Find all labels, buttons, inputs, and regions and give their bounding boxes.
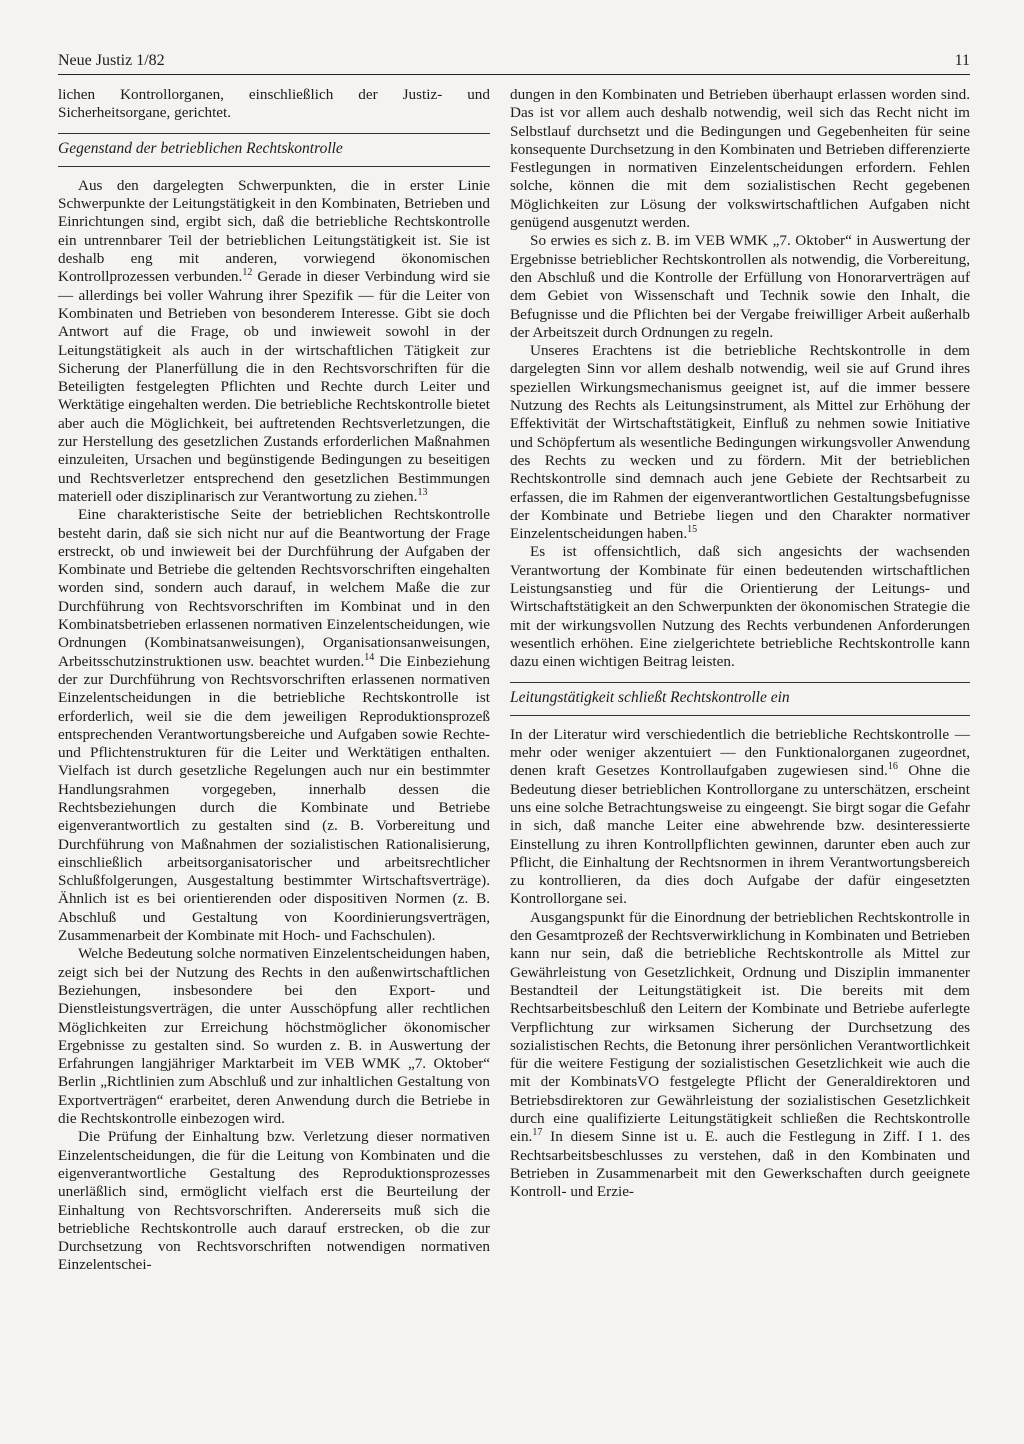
section-rule-top [510,682,970,683]
left-column [58,86,490,1275]
paragraph [510,909,970,1202]
intro-paragraph: lichen Kontrollorganen, einschließlich der Justiz- und Sicherheitsorgane, gerichtet. [58,86,490,122]
paragraph: Es ist offensichtlich, daß sich angesichts der wachsenden Verantwortung der Kombinate für einen bedeutenden wirtschaftlichen Leistungsanstieg und für die Orientierung der Leitungs- und Wirtschaftstätigkeit an den Schwerpunkten der ökonomischen Strategie die mit der wirkungsvollen Nutzung des Rechts verbundenen Anforderungen wesentlich erhöhen. Eine zielgerichtete betriebliche Rechtskontrolle kann dazu einen wichtigen Beitrag leisten. [510,543,970,671]
section-rule-bottom [58,166,490,167]
footnote-ref: 13 [417,486,428,498]
text-span: Gerade in dieser Verbindung wird sie — allerdings bei voller Wahrung ihrer Spezifik — für die Leiter von Kombinaten und Betrieben von besonderem Interesse. Gibt sie doch Antwort auf die Frage, ob und inwieweit sowohl in der Leitungstätigkeit als auch in der wirtschaftlichen Tätigkeit zur Sicherung der Planerfüllung die in den Rechtsvorschriften für die Beteiligten festgelegten Pflichten und Rechte durch Leiter und Werktätige eingehalten werden. Die betriebliche Rechtskontrolle bietet aber auch die Möglichkeit, bei auftretenden Rechtsverletzungen, die zur Herstellung des gesetzlichen Zustands erforderlichen Maßnahmen einzuleiten, Ursachen und begünstigende Bedingungen zu beseitigen und Rechtsverletzer entsprechend den gesetzlichen Bestimmungen materiell oder disziplinarisch zur Verantwortung zu ziehen. [58,268,491,505]
text-span: In der Literatur wird verschiedentlich die betriebliche Rechtskontrolle — mehr oder weniger akzentuiert — den Funktionalorganen zugeordnet, denen kraft Gesetzes Kontrollaufgaben zugewiesen sind. [510,725,970,780]
paragraph: Welche Bedeutung solche normativen Einzelentscheidungen haben, zeigt sich bei der Nutzung des Rechts in den außenwirtschaftlichen Beziehungen, insbesondere bei den Export- und Dienstleistungsverträgen, die unter Ausschöpfung aller rechtlichen Möglichkeiten zur Erreichung höchstmöglicher ökonomischer Ergebnisse zu gestalten sind. So wurden z. B. in Auswertung der Erfahrungen langjähriger Marktarbeit im VEB WMK „7. Oktober“ Berlin „Richtlinien zum Abschluß und zur inhaltlichen Gestaltung von Exportverträgen“ erarbeitet, deren Anwendung durch die Betriebe in die Rechtskontrolle einbezogen wird. [58,945,490,1128]
right-column [510,86,970,1202]
text-span: Ausgangspunkt für die Einordnung der betrieblichen Rechtskontrolle in den Gesamtprozeß der Rechtsverwirklichung in Kombinaten und Betrieben kann nur sein, daß die betriebliche Rechtskontrolle als Mittel zur Gewährleistung von Gesetzlichkeit, Ordnung und Disziplin immanenter Bestandteil der Leitungstätigkeit ist. Die bereits mit dem Rechtsarbeitsbeschluß den Leitern der Kombinate und Betriebe auferlegte Verpflichtung zur wirksamen Sicherung der Durchsetzung des sozialistischen Rechts, die Betonung ihrer persönlichen Verantwortlichkeit für die weitere Festigung der sozialistischen Gesetzlichkeit wie auch die mit der KombinatsVO festgelegte Pflicht der Generaldirektoren und Betriebsdirektoren zur Gewährleistung der sozialistischen Gesetzlichkeit durch eine qualifizierte Leitungstätigkeit schließen die Rechtskontrolle ein. [510,908,970,1146]
text-span: Eine charakteristische Seite der betrieblichen Rechtskontrolle besteht darin, daß sie sich nicht nur auf die Beantwortung der Frage erstreckt, ob und inwieweit bei der Durchführung der Aufgaben der Kombinate und Betriebe die geltenden Rechtsvorschriften eingehalten worden sind, sondern auch darauf, in welchem Maße die zur Durchführung von Rechtsvorschriften im Kombinat und in den Kombinatsbetrieben erlassenen normativen Einzelentscheidungen, wie Ordnungen (Kombinatsanweisungen), Organisationsanweisungen, Arbeitsschutzinstruktionen usw. beachtet wurden. [58,506,490,670]
section-title-leitung: Leitungstätigkeit schließt Rechtskontrolle ein [510,688,790,706]
footnote-ref: 17 [532,1127,543,1139]
paragraph [510,342,970,543]
section-title-gegenstand: Gegenstand der betrieblichen Rechtskontrolle [58,139,343,157]
paragraph [58,177,490,506]
text-span: Unseres Erachtens ist die betriebliche Rechtskontrolle in dem dargelegten Sinn vor allem deshalb notwendig, weil sie auf Grund ihres speziellen Wirkungsmechanismus geeignet ist, auf die immer bessere Nutzung des Rechts als Leitungsinstrument, als Mittel zur Erhöhung der Effektivität der Wirtschaftstätigkeit, Einfluß zu nehmen sowie Initiative und Schöpfertum als wesentliche Bedingungen wirkungsvoller Anwendung des Rechts zu wecken und zu fördern. Mit der betrieblichen Rechtskontrolle sind demnach auch jene Gebiete der Rechtsarbeit zu erfassen, die im Rahmen der eigenverantwortlichen Gestaltungsbefugnisse der Kombinate und Betriebe liegen und den Charakter normativer Einzelentscheidungen haben. [510,342,970,543]
journal-issue: Neue Justiz 1/82 [58,52,165,69]
paragraph: Die Prüfung der Einhaltung bzw. Verletzung dieser normativen Einzelentscheidungen, die für die Leitung von Kombinaten und die eigenverantwortliche Gestaltung des Reproduktionsprozesses unerläßlich sind, ermöglicht vielfach erst die Beurteilung der Einhaltung von Rechtsvorschriften. Andererseits muß sich die betriebliche Rechtskontrolle auch darauf erstrecken, ob die zur Durchsetzung von Rechtsvorschriften notwendigen normativen Einzelentschei- [58,1128,490,1274]
text-span: In diesem Sinne ist u. E. auch die Festlegung in Ziff. I 1. des Rechtsarbeitsbeschlusses zu verstehen, daß in den Kombinaten und Betrieben in Zusammenarbeit mit den Gewerkschaften durch geeignete Kontroll- und Erzie- [510,1128,970,1201]
paragraph [510,726,970,909]
section-rule-top [58,133,490,134]
page-header [58,52,970,75]
paragraph [58,506,490,945]
footnote-ref: 16 [887,761,898,773]
page-number: 11 [954,52,970,69]
text-span: Die Einbeziehung der zur Durchführung von Rechtsvorschriften erlassenen normativen Einzelentscheidungen in die betriebliche Rechtskontrolle ist erforderlich, weil sie die dem jeweiligen Reproduktionsprozeß entsprechenden Verantwortungsbereiche und Aufgaben sowie Rechte- und Pflichtenstrukturen für die Leiter und Werktätigen enthalten. Vielfach ist durch gesetzliche Regelungen auch nur ein bestimmter Handlungsrahmen vorgegeben, innerhalb dessen die Rechtsbeziehungen durch die Kombinate und Betriebe eigenverantwortlich zu gestalten sind (z. B. Vorbereitung und Durchführung von Maßnahmen der sozialistischen Rationalisierung, einschließlich arbeitsorganisatorischer und arbeitsrechtlicher Schlußfolgerungen, Ausgestaltung bestimmter Wirtschaftsverträge). Ähnlich ist es bei orientierenden oder dispositiven Normen (z. B. Abschluß und Gestaltung von Koordinierungsverträgen, Zusammenarbeit der Kombinate mit Hoch- und Fachschulen). [58,652,490,945]
section-rule-bottom [510,715,970,716]
paragraph: So erwies es sich z. B. im VEB WMK „7. Oktober“ in Auswertung der Ergebnisse betrieblicher Rechtskontrollen als notwendig, die Vorbereitung, den Abschluß und die Kontrolle der Erfüllung von Honorarverträgen auf dem Gebiet von Wissenschaft und Technik sowie den Inhalt, die Befugnisse und die Pflichten bei der Vergabe freiwilliger Arbeit außerhalb der Arbeitszeit durch Ordnungen zu regeln. [510,232,970,341]
footnote-ref: 12 [242,267,253,279]
text-span: Ohne die Bedeutung dieser betrieblichen Kontrollorgane zu unterschätzen, erscheint uns eine solche Betrachtungsweise zu eingeengt. Sie birgt sogar die Gefahr in sich, daß manche Leiter eine abwehrende bzw. desinteressierte Einstellung zu ihren Kontrollpflichten gewinnen, darunter eben auch zur Pflicht, die Einhaltung der Rechtsnormen in ihrem Verantwortungsbereich zu kontrollieren, da dies doch Aufgabe der dafür eingesetzten Kontrollorgane sei. [510,762,971,908]
footnote-ref: 15 [687,524,698,536]
paragraph: dungen in den Kombinaten und Betrieben überhaupt erlassen worden sind. Das ist vor allem auch deshalb notwendig, weil sich das Recht nicht im Selbstlauf durchsetzt und die Bedingungen und Gegebenheiten für seine konsequente Durchsetzung in den Kombinaten und Betrieben differenzierte Festlegungen in normativen Einzelentscheidungen erfordern. Fehlen solche, können die mit dem sozialistischen Recht gegebenen Möglichkeiten zur Lösung der volkswirtschaftlichen Aufgaben nicht genügend ausgenutzt werden. [510,86,970,232]
footnote-ref: 14 [364,651,375,663]
text-span: Aus den dargelegten Schwerpunkten, die in erster Linie Schwerpunkte der Leitungstätigkeit in den Kombinaten, Betrieben und Einrichtungen sind, ergibt sich, daß die betriebliche Rechtskontrolle ein untrennbarer Teil der betrieblichen Leitungstätigkeit ist. Sie ist deshalb eng mit anderen, vorwiegend ökonomischen Kontrollprozessen verbunden. [58,176,490,286]
